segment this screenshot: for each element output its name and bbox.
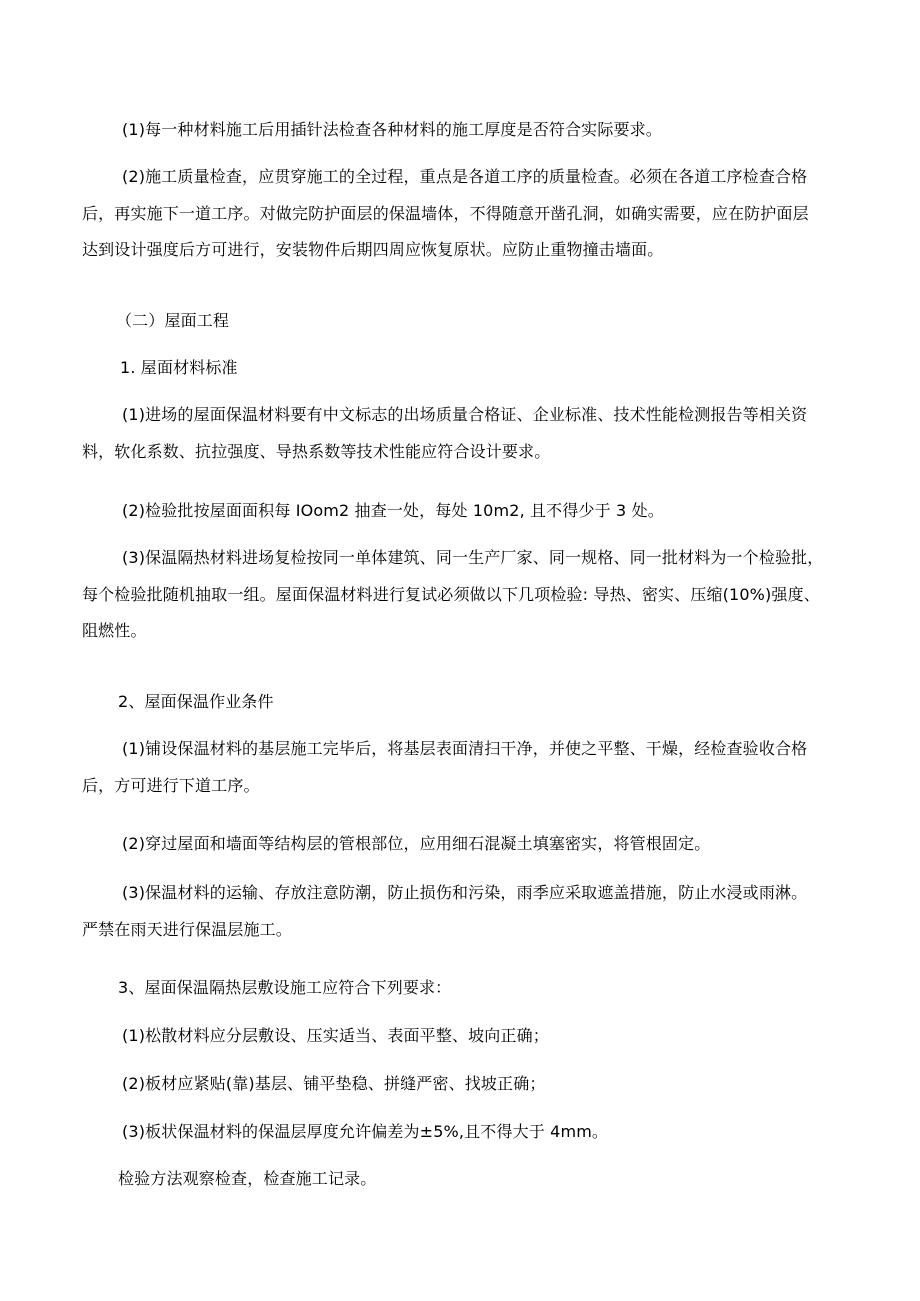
text-line: 阻燃性。 <box>82 621 147 640</box>
text-line: (1)进场的屋面保温材料要有中文标志的出场质量合格证、企业标准、技术性能检测报告等相关资 <box>122 405 808 424</box>
text-line: 后，再实施下一道工序。对做完防护面层的保温墙体，不得随意开凿孔洞，如确实需要，应在防护面层 <box>82 203 809 223</box>
paragraph-6 <box>82 731 842 804</box>
text-line: (2)穿过屋面和墙面等结构层的管根部位，应用细石混凝土填塞密实，将管根固定。 <box>122 834 711 853</box>
text-line: 1. 屋面材料标准 <box>120 358 238 377</box>
paragraph-3 <box>82 397 842 470</box>
section-heading-roof <box>82 303 842 340</box>
text-line: (3)保温隔热材料进场复检按同一单体建筑、同一生产厂家、同一规格、同一批材料为一个检验批， <box>122 548 824 567</box>
paragraph-8 <box>82 875 842 948</box>
subheading-material-standard <box>82 350 842 387</box>
subheading-laying-requirements <box>82 970 842 1007</box>
text-line: （二）屋面工程 <box>116 311 230 330</box>
text-line: (1)每一种材料施工后用插针法检查各种材料的施工厚度是否符合实际要求。 <box>122 120 662 139</box>
paragraph-10 <box>82 1066 842 1103</box>
text-line: 检验方法观察检查，检查施工记录。 <box>118 1169 377 1188</box>
text-line: 2、屋面保温作业条件 <box>118 692 274 711</box>
text-line: (2)检验批按屋面面积每 IOom2 抽查一处，每处 10m2, 且不得少于 3 处。 <box>122 501 664 520</box>
paragraph-2 <box>82 159 842 269</box>
text-line: 料，软化系数、抗拉强度、导热系数等技术性能应符合设计要求。 <box>82 441 551 461</box>
paragraph-5 <box>82 540 842 650</box>
paragraph-4 <box>82 493 842 530</box>
paragraph-12 <box>82 1161 842 1198</box>
text-line: (1)铺设保温材料的基层施工完毕后，将基层表面清扫干净，并使之平整、干燥，经检查验收合格 <box>122 739 808 758</box>
text-line: 3、屋面保温隔热层敷设施工应符合下列要求： <box>118 978 452 997</box>
subheading-work-conditions <box>82 684 842 721</box>
text-line: 每个检验批随机抽取一组。屋面保温材料进行复试必须做以下几项检验: 导热、密实、压缩(10%)强度、 <box>82 584 820 604</box>
text-line: (2)施工质量检查，应贯穿施工的全过程，重点是各道工序的质量检查。必须在各道工序检查合格 <box>122 167 808 186</box>
text-line: 后，方可进行下道工序。 <box>82 775 260 795</box>
paragraph-11 <box>82 1114 842 1151</box>
text-line: 严禁在雨天进行保温层施工。 <box>82 919 292 939</box>
paragraph-9 <box>82 1018 842 1055</box>
text-line: (3)保温材料的运输、存放注意防潮，防止损伤和污染，雨季应采取遮盖措施，防止水浸或雨淋。 <box>122 883 808 902</box>
text-line: (3)板状保温材料的保温层厚度允许偏差为±5%,且不得大于 4mm。 <box>122 1122 609 1141</box>
text-line: (1)松散材料应分层敷设、压实适当、表面平整、坡向正确； <box>122 1026 549 1045</box>
text-line: (2)板材应紧贴(靠)基层、铺平垫稳、拼缝严密、找坡正确； <box>122 1074 546 1093</box>
paragraph-7 <box>82 826 842 863</box>
paragraph-1 <box>82 112 842 149</box>
text-line: 达到设计强度后方可进行，安装物件后期四周应恢复原状。应防止重物撞击墙面。 <box>82 240 664 259</box>
